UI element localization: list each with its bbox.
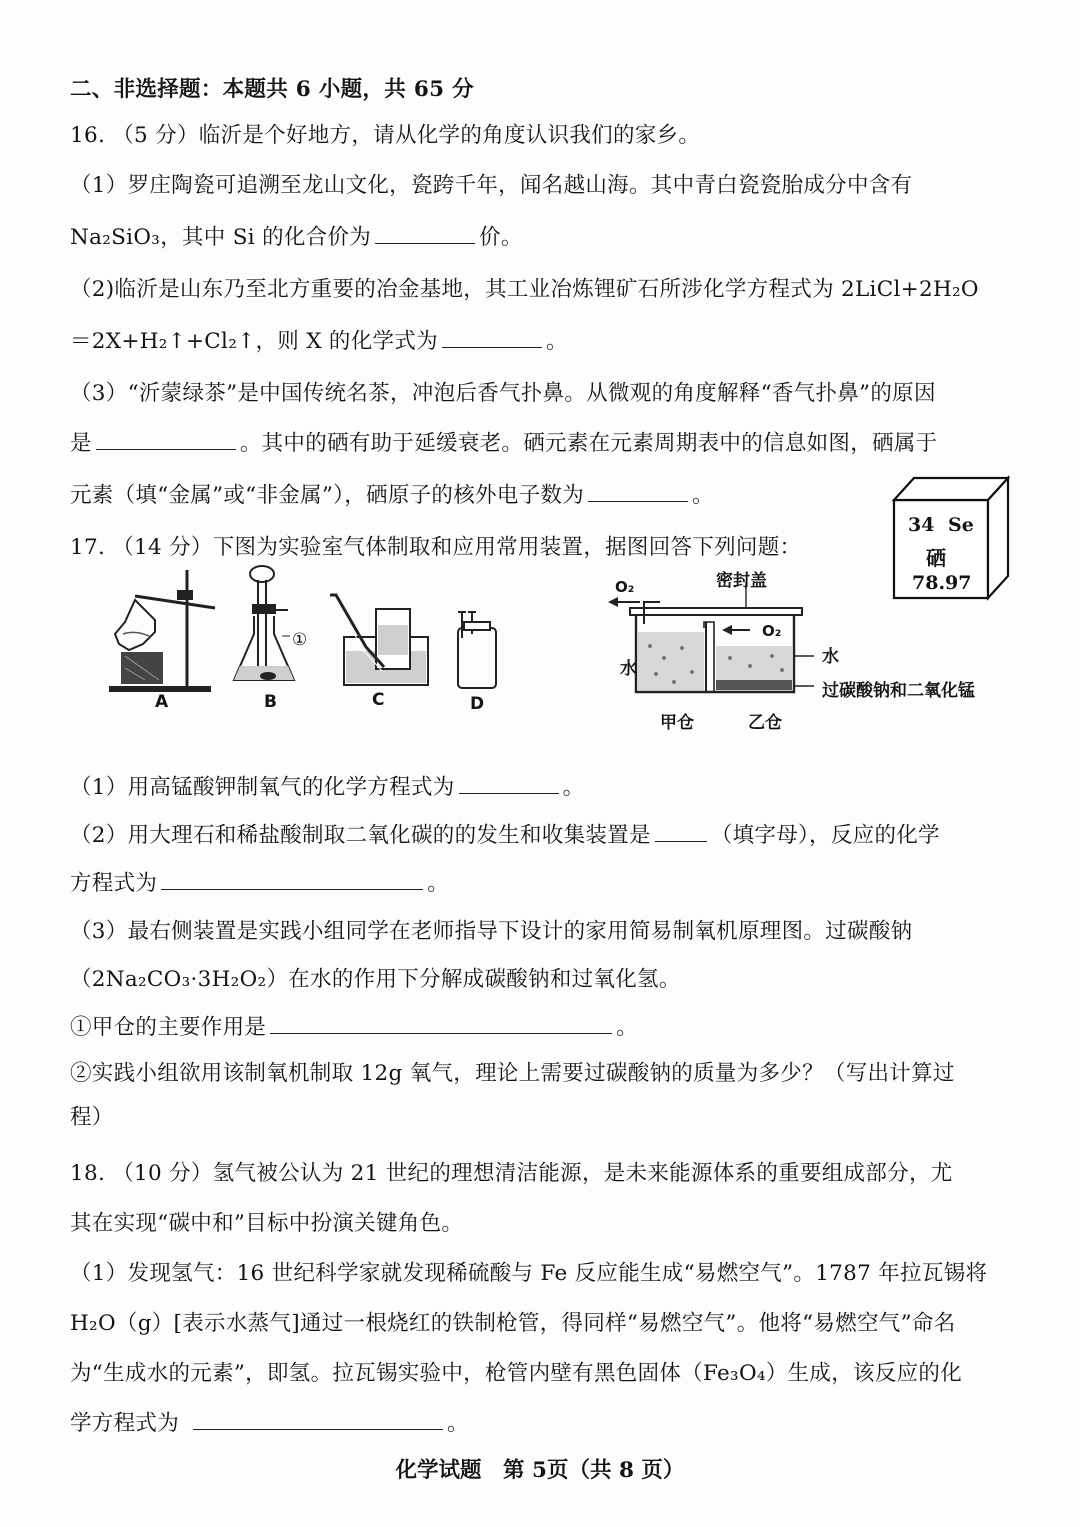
q16-part2-prefix: ＝2X+H₂↑+Cl₂↑，则 X 的化学式为	[70, 329, 438, 354]
apparatus-b-label: B	[264, 692, 277, 712]
q17-part3-question2-end: 程）	[70, 1105, 114, 1130]
q17-part2	[70, 818, 1010, 849]
apparatus-c-label: C	[372, 690, 385, 710]
q16-part3b-suffix: 。	[692, 483, 714, 508]
q17-part2-suffix: （填字母），反应的化学	[710, 823, 940, 848]
q16-part3-question-a	[70, 426, 1010, 457]
answer-blank[interactable]	[375, 223, 475, 244]
chamber-jia-label: 甲仓	[660, 713, 694, 733]
element-name: 硒	[926, 546, 946, 570]
apparatus-a-label: A	[155, 692, 169, 712]
q17-stem: 17. （14 分）下图为实验室气体制取和应用常用装置，据图回答下列问题：	[70, 535, 802, 560]
q16-part2-question	[70, 324, 1010, 355]
q17-part3-formula: （2Na₂CO₃·3H₂O₂）在水的作用下分解成碳酸钠和过氧化氢。	[70, 967, 681, 992]
atomic-number: 34	[908, 514, 935, 536]
q16-part3-suffix: 。其中的硒有助于延缓衰老。硒元素在元素周期表中的信息如图，硒属于	[239, 431, 938, 456]
q16-part1-text: （1）罗庄陶瓷可追溯至龙山文化，瓷跨千年，闻名越山海。其中青白瓷瓷胎成分中含有	[70, 173, 913, 198]
q18-part1-b: H₂O（g）[表示水蒸气]通过一根烧红的铁制枪管，得同样“易燃空气”。他将“易燃空气”命名	[70, 1311, 956, 1336]
q18-part1d-suffix: 。	[447, 1411, 469, 1436]
apparatus-c-diagram	[326, 585, 436, 690]
apparatus-d-label: D	[470, 694, 485, 714]
q16-part3-text: （3）“沂蒙绿茶”是中国传统名茶，冲泡后香气扑鼻。从微观的角度解释“香气扑鼻”的原因	[70, 381, 936, 406]
q16-part2-text: （2)临沂是山东乃至北方重要的冶金基地，其工业冶炼锂矿石所涉化学方程式为 2LiCl+2H₂O	[70, 277, 979, 302]
answer-blank[interactable]	[655, 821, 707, 842]
selenium-element-card	[890, 474, 1010, 602]
answer-blank[interactable]	[96, 429, 236, 450]
q16-part1-question	[70, 220, 1010, 251]
q18-part1-d	[70, 1406, 1010, 1437]
q17-part2-prefix: （2）用大理石和稀盐酸制取二氧化碳的的发生和收集装置是	[70, 823, 651, 848]
answer-blank[interactable]	[161, 869, 423, 890]
q17-part1-suffix: 。	[562, 775, 585, 800]
q17-part1	[70, 770, 1010, 801]
q16-part3-prefix: 是	[70, 431, 92, 456]
atomic-mass: 78.97	[912, 572, 972, 594]
water-label-right: 水	[822, 647, 839, 667]
o2-inner-label: O₂	[762, 622, 782, 640]
apparatus-b-diagram	[228, 560, 318, 690]
section-title: 二、非选择题：本题共 6 小题，共 65 分	[70, 77, 474, 102]
answer-blank[interactable]	[270, 1013, 612, 1034]
page-footer: 化学试题 第 5页（共 8 页）	[395, 1458, 685, 1483]
answer-blank[interactable]	[442, 327, 542, 348]
q17-part3c-suffix: 。	[616, 1015, 639, 1040]
answer-blank[interactable]	[193, 1409, 443, 1430]
q18-stem-b: 其在实现“碳中和”目标中扮演关键角色。	[70, 1211, 464, 1236]
q16-part1-suffix: 价。	[479, 225, 523, 250]
marker-circled-1: ①	[292, 630, 308, 650]
apparatus-a-diagram	[105, 560, 220, 700]
q16-stem: 16. （5 分）临沂是个好地方，请从化学的角度认识我们的家乡。	[70, 123, 701, 148]
reagent-label: 过碳酸钠和二氧化锰	[822, 681, 975, 701]
q18-part1-a: （1）发现氢气：16 世纪科学家就发现稀硫酸与 Fe 反应能生成“易燃空气”。1787 年拉瓦锡将	[70, 1261, 988, 1286]
answer-blank[interactable]	[459, 773, 559, 794]
q17-part3-question1	[70, 1010, 1010, 1041]
sealed-lid-label: 密封盖	[716, 571, 767, 591]
q18-part1d-prefix: 学方程式为	[70, 1411, 180, 1436]
q17-part3-question2: ②实践小组欲用该制氧机制取 12g 氧气，理论上需要过碳酸钠的质量为多少？（写出计算过	[70, 1061, 955, 1086]
q17-part2b-suffix: 。	[427, 871, 450, 896]
water-label-left: 水	[620, 659, 637, 679]
q16-part2-suffix: 。	[545, 329, 568, 354]
answer-blank[interactable]	[588, 481, 688, 502]
o2-outlet-label: O₂	[615, 578, 635, 596]
q16-part3b-prefix: 元素（填“金属”或“非金属”），硒原子的核外电子数为	[70, 483, 585, 508]
q17-part3-text: （3）最右侧装置是实践小组同学在老师指导下设计的家用简易制氧机原理图。过碳酸钠	[70, 919, 913, 944]
q16-part3-question-b	[70, 478, 880, 509]
q18-stem-a: 18. （10 分）氢气被公认为 21 世纪的理想清洁能源，是未来能源体系的重要组成部分，尤	[70, 1161, 953, 1186]
q16-part1-prefix: Na₂SiO₃，其中 Si 的化合价为	[70, 225, 372, 250]
q17-part3c-prefix: ①甲仓的主要作用是	[70, 1015, 267, 1040]
q17-part1-prefix: （1）用高锰酸钾制氧气的化学方程式为	[70, 775, 455, 800]
q18-part1-c: 为“生成水的元素”，即氢。拉瓦锡实验中，枪管内壁有黑色固体（Fe₃O₄）生成，该反应的化	[70, 1361, 963, 1386]
element-symbol: Se	[948, 514, 974, 536]
apparatus-d-diagram	[450, 608, 510, 693]
chamber-yi-label: 乙仓	[748, 713, 782, 733]
q17-part2b-prefix: 方程式为	[70, 871, 158, 896]
q17-part2-equation	[70, 866, 1010, 897]
